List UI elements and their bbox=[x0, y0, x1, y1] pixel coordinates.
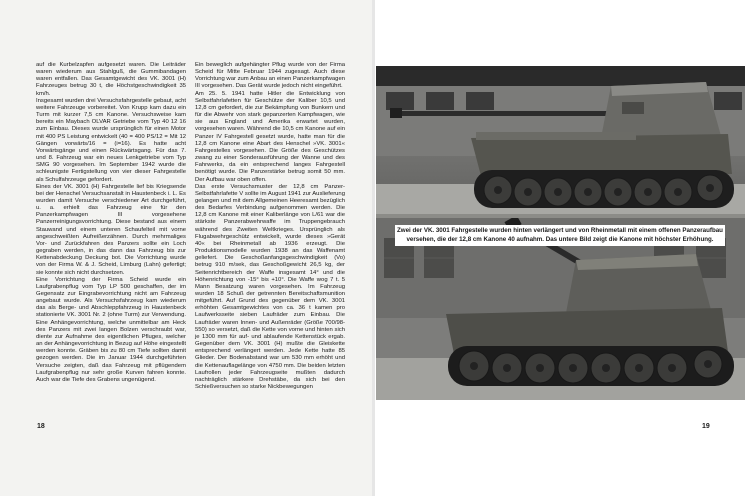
page-number-right: 19 bbox=[702, 423, 710, 430]
paragraph: auf die Kurbelzapfen aufgesetzt waren. Die Leiträder waren wiederum aus Stahlguß, die Gummibandagen waren entfallen. Das Gesamtgewicht des VK. 3001 (H) Fahrzeuges betrug 30 t, die Höchstgeschwindigkeit 35 km/h. bbox=[36, 62, 186, 97]
paragraph: Insgesamt wurden drei Versuchsfahrgestelle gebaut, acht weitere Fahrzeuge vorbereitet. Von Krupp kam dazu ein Turm mit kurzer 7,5 cm Kanone. Versuchsweise kam bereits ein Maybach OLVAR Getriebe vom Typ 40 12 16 zum Einbau. Dieses wurde ursprünglich für einen Motor mit 400 PS Leistung entwickelt (40 = 400 PS/12 = Mit 12 Gängen vorwärts/16 = (i=16). Es hatte acht Vorwärtsgänge und einen Rückwärtsgang. Für das 7. und 8. Fahrzeug war ein neues Lenkgetriebe vom Typ SMG 90 vorgesehen. Im September 1942 wurde die schleunigste Fertigstellung von vier dieser Fahrgestelle als Schulfahrzeuge gefordert. bbox=[36, 97, 186, 183]
photo-caption: Zwei der VK. 3001 Fahrgestelle wurden hinten verlängert und von Rheinmetall mit einem offenen Panzeraufbau versehen, die der 12,8 cm Kanone 40 aufnahm. Das untere Bild zeigt die Kanone mit höchster Erhöhung. bbox=[395, 225, 725, 246]
paragraph: Eine Vorrichtung der Firma Scheid wurde ein Laufgrabenpflug vom Typ LP 500 geschaffen, der im Gegensatz zur Eingrabevorrichtung nicht am Fahrzeug angebaut wurde. Als Versuchsfahrzeug kam wiederum das als Berge- und Abschleppfahrzeug in Haustenbeck stationierte VK. 3001 Nr. 2 (ohne Turm) zur Verwendung. Eine Anhängevorrichtung, welche unmittelbar am Heck des Panzers mit zwei langen Bolzen verschraubt war, diente zur Aufnahme des eigentlichen Pfluges, welcher an der Anhängevorrichtung in Bezug auf Höhe eingestellt werden konnte. Gräben bis zu 80 cm Tiefe sollten damit gezogen werden. Die im Januar 1944 durchgeführten Versuche zeigten, daß das Fahrzeug mit pflügendem Laufgrabenpflug nur sehr große Kurven fahren konnte. Auch war die Tiefe des Grabens ungenügend. bbox=[36, 276, 186, 383]
page-number-left: 18 bbox=[37, 423, 45, 430]
paragraph: Ein beweglich aufgehängter Pflug wurde von der Firma Scheid für Mitte Februar 1944 zugesagt. Auch diese Vorrichtung war zum Anbau an einen Panzerkampfwagen III vorgesehen. Das Gerät wurde jedoch nicht eingeführt. bbox=[195, 62, 345, 90]
paragraph: Das erste Versuchsmuster der 12,8 cm Panzer-Selbstfahrlafette V sollte im August 1941 zur Auslieferung gelangen und mit dem Allgemeinen Heeresamt bezüglich des Bedarfes Verbindung aufgenommen werden. Die 12,8 cm Kanone mit einer Kaliberlänge von L/61 war die stärkste Panzerabwehrwaffe im Truppengebrauch während des Zweiten Weltkrieges. Ursprünglich als Flugabwehrgeschütz entwickelt, wurde dieses »Gerät 40« bei Rheinmetall ab 1936 erzeugt. Die Produktionsmodelle wurden 1938 an das Waffenamt geliefert. Die Geschoßanfangsgeschwindigkeit (Vo) betrug 910 m/sek, das Geschoßgewicht 26,5 kg, der Seitenrichtbereich der Waffe insgesamt 14° und die Höhenrichtung von -15° bis +10°. Die Waffe wog 7 t. 5 Mann Besatzung waren vorgesehen. Im Fahrzeug wurden 18 Schuß der getrennten Bereitschaftsmunition mitgeführt. Auf Grund des gegenüber dem VK. 3001 erhöhten Gesamtgewichtes von ca. 36 t kamen pro Laufwerksseite sieben Laufräder zum Einbau. Die Laufräder waren Innen- und Außenräder (Größe 700/98-550) so versetzt, daß die Kette von vorne und hinten sich je 1300 mm für auf- und ablaufende Kettenstück ergab. Gegenüber dem VK. 3001 (H) mußte die Gleiskette entsprechend verlängert werden. Jede Kette hatte 85 Glieder. Der Bodenabstand war um 530 mm erhöht und die Kettenauflagelänge von 4750 mm. Die beiden letzten Laufrollen jeder Fahrzeugseite mußten dadurch nachträglich stärkere Drehstäbe, da sich bei den Schießversuchen so starke Nickbewegungen bbox=[195, 183, 345, 391]
photo-top bbox=[376, 66, 745, 225]
text-column-2 bbox=[195, 62, 345, 391]
paragraph: Eines der VK. 3001 (H) Fahrgestelle lief bis Kriegsende bei der Henschel Versuchsanstalt in Haustenbeck i. L. Es wurden damit Versuche verschiedener Art durchgeführt, u. a. erhielt das Fahrzeug eine für den Panzerkampfwagen III vorgesehene Panzerreinigungsvorrichtung. Diese bestand aus einem Stauwand und einem unteren Schaufelteil mit vorne angeschweißten Aufreißerzähnen. Durch mehrmaliges Vor- und Zurückfahren des Panzers sollte ein Loch gegraben werden, in das dann das Fahrzeug bis zur Kettenabdeckung Deckung bot. Die Vorrichtung wurde von der Firma W. & J. Scheid, Limburg (Lahn) gefertigt; sie konnte sich nicht durchsetzen. bbox=[36, 183, 186, 276]
left-page bbox=[0, 0, 372, 496]
text-column-1 bbox=[36, 62, 186, 384]
paragraph: Am 25. 5. 1941 hatte Hitler die Entwicklung von Selbstfahrlafetten für Geschütze der Kaliber 10,5 und 12,8 cm gefordert, die zur Bekämpfung von Bunkern und für die Abwehr von stark gepanzerten Kampfwagen, wie sie aus England und Amerika erwartet wurden, vorgesehen waren. Während die 10,5 cm Kanone auf ein Panzer IV Fahrgestell gesetzt wurde, hatte man für die 12,8 cm Kanone eine Abart des Henschel »VK. 3001« Fahrgestelles vorgesehen. Die Größe des Geschützes zwang zu einer Sonderausführung der Wanne und des Fahrwerks, da ein entsprechend langes Fahrgestell benötigt wurde. Die Panzerstärke betrug somit 50 mm. Der Aufbau war oben offen. bbox=[195, 90, 345, 183]
